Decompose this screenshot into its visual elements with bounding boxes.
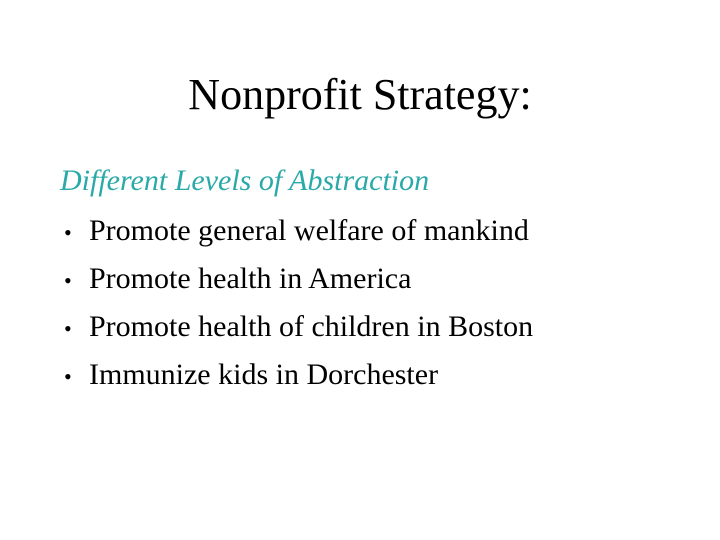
bullet-text: Promote health in America	[89, 262, 412, 295]
slide-subtitle: Different Levels of Abstraction	[60, 164, 430, 197]
bullet-text: Promote health of children in Boston	[89, 310, 534, 343]
list-item	[60, 352, 533, 400]
bullet-icon: •	[64, 220, 72, 245]
bullet-list	[60, 208, 533, 400]
bullet-text: Immunize kids in Dorchester	[89, 358, 439, 391]
bullet-icon: •	[64, 364, 72, 389]
list-item	[60, 256, 533, 304]
bullet-text: Promote general welfare of mankind	[89, 214, 529, 247]
list-item	[60, 208, 533, 256]
bullet-icon: •	[64, 268, 72, 293]
slide-title: Nonprofit Strategy:	[188, 70, 532, 119]
bullet-icon: •	[64, 316, 72, 341]
list-item	[60, 304, 533, 352]
